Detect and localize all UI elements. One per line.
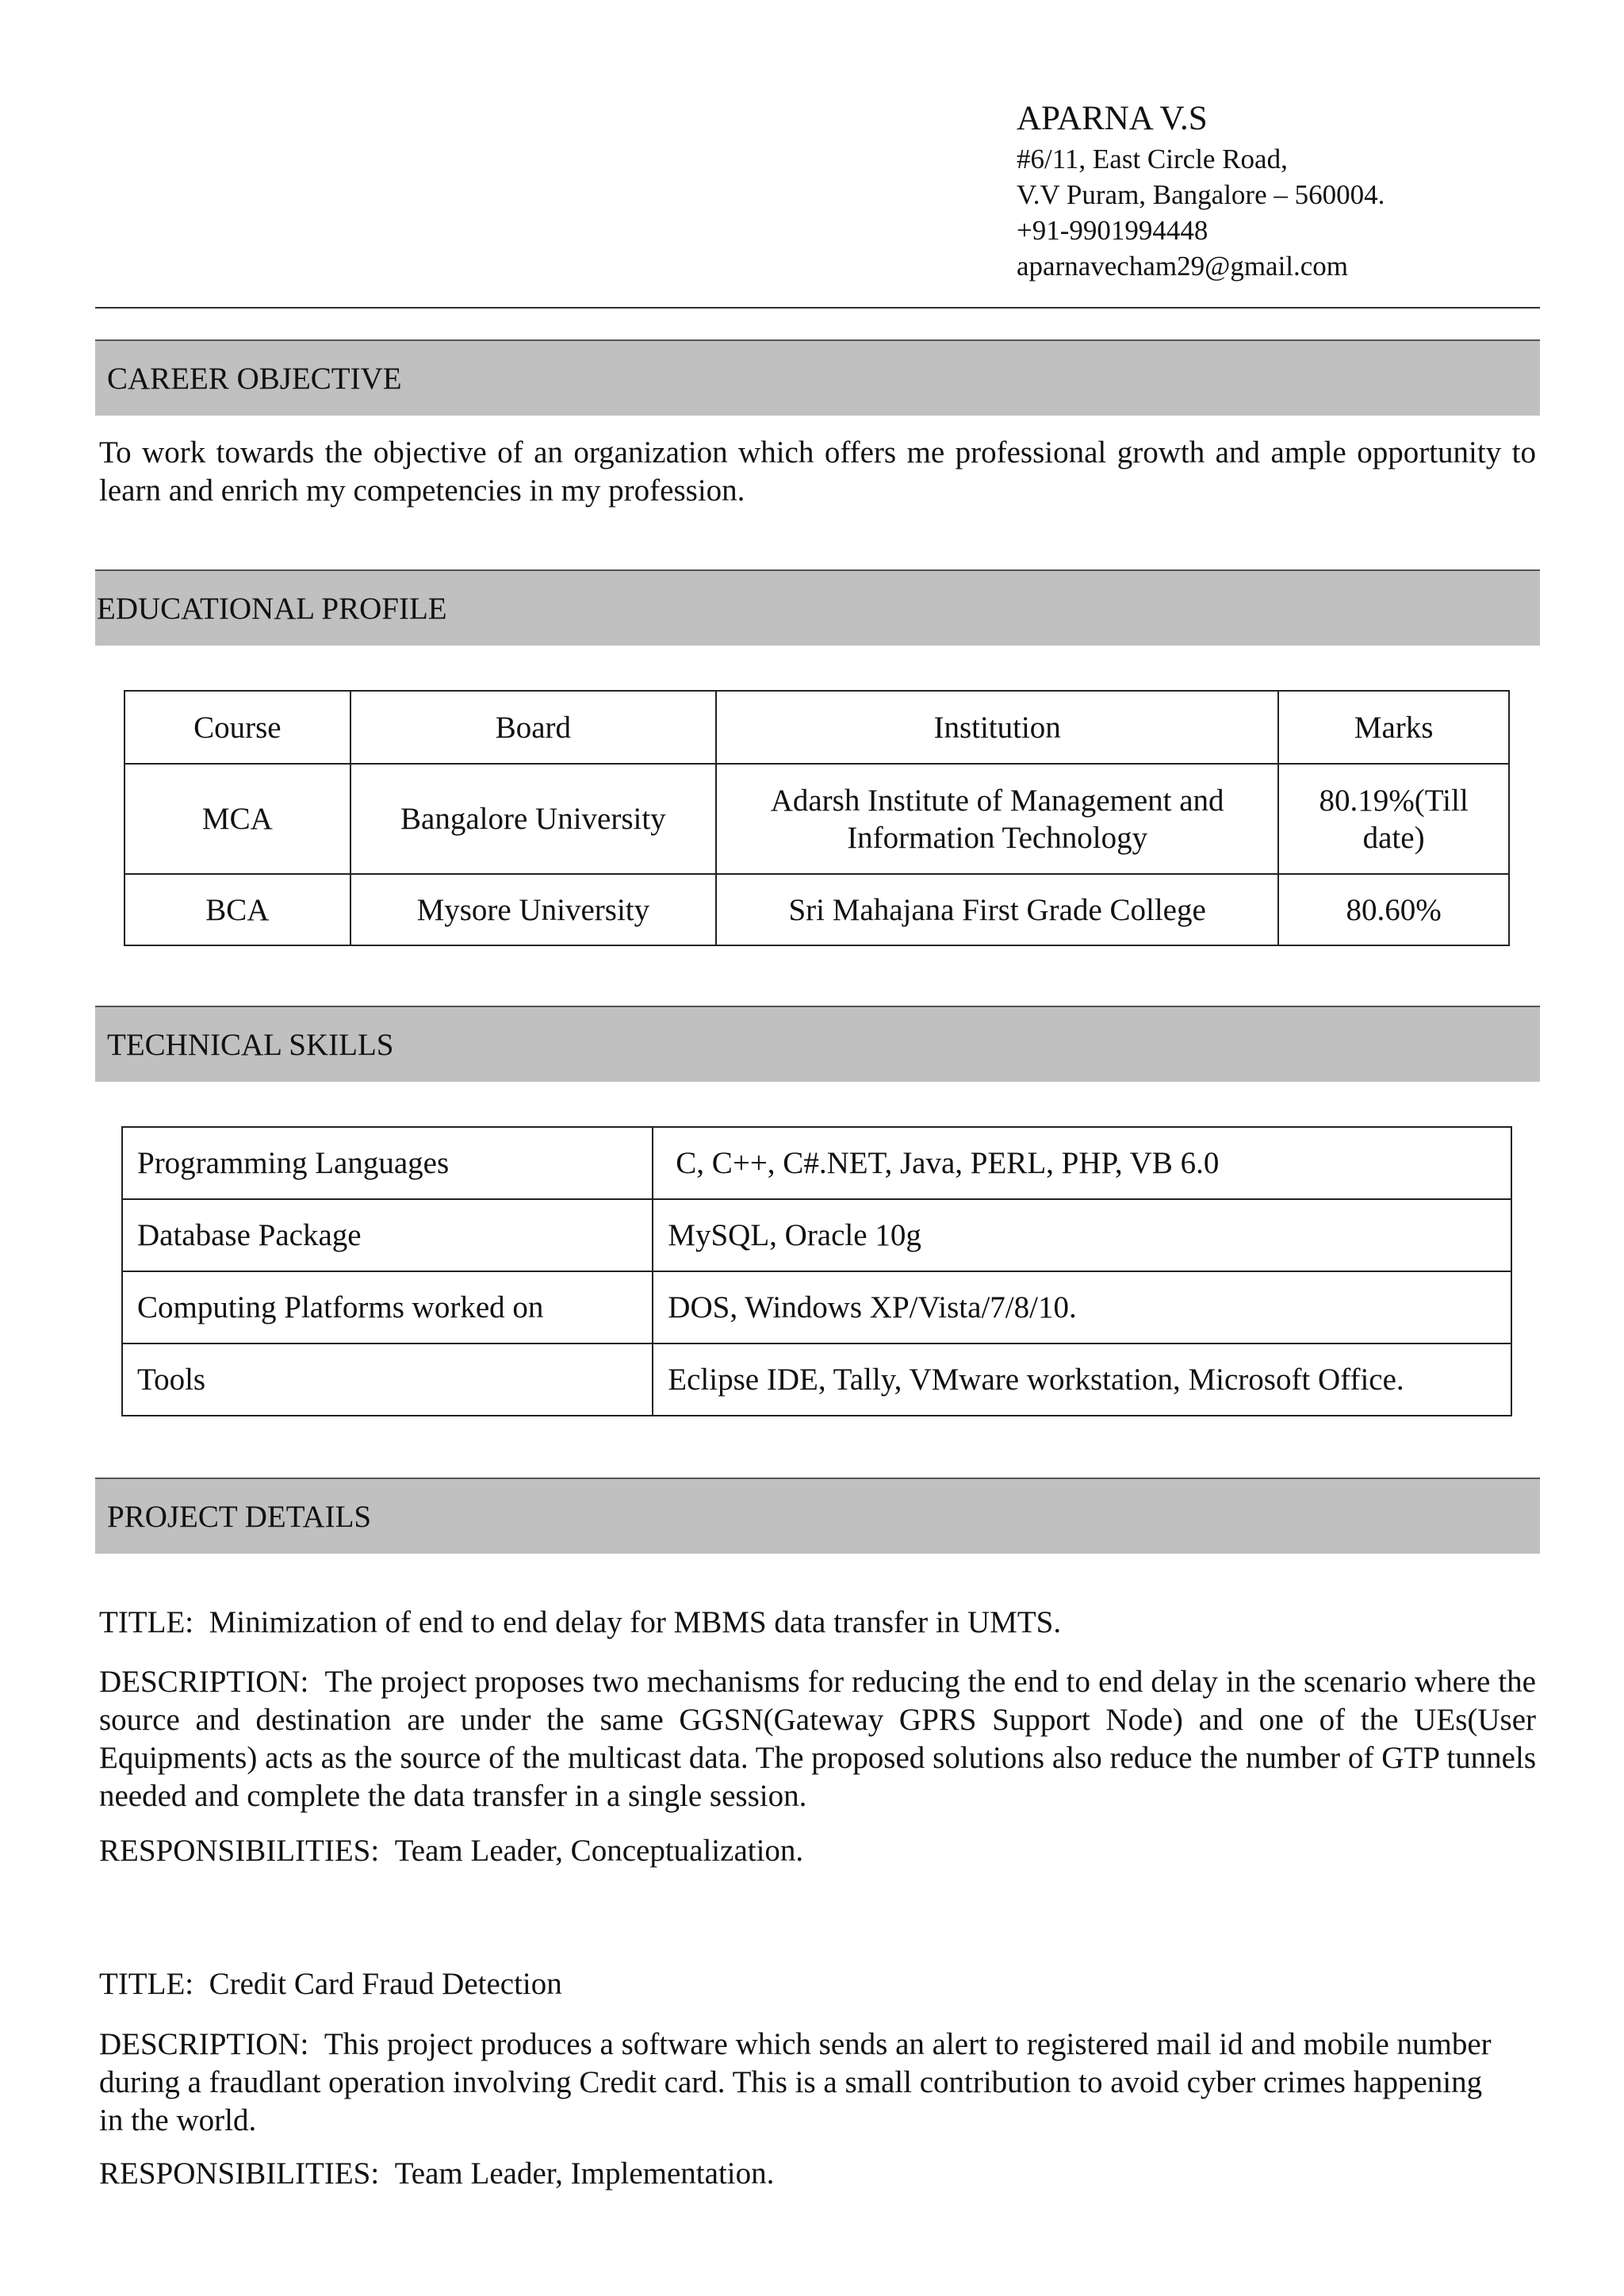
description-label: DESCRIPTION: [99,1665,309,1699]
candidate-name: APARNA V.S [1017,100,1208,137]
table-cell: Sri Mahajana First Grade College [716,874,1278,945]
education-table [124,690,1510,946]
project-2-title [99,1965,1536,2003]
description-label: DESCRIPTION: [99,2027,309,2061]
section-heading-career-objective [95,339,1540,416]
technical-skills-table [121,1126,1512,1416]
table-cell: MCA [124,764,350,874]
table-cell: 80.60% [1278,874,1509,945]
responsibilities-label: RESPONSIBILITIES: [99,2156,380,2191]
skill-values: Eclipse IDE, Tally, VMware workstation, Microsoft Office. [653,1343,1511,1416]
contact-block [1017,97,1385,284]
project-responsibilities: Team Leader, Conceptualization. [394,1834,804,1868]
project-1-title [99,1604,1536,1642]
section-heading-label: EDUCATIONAL PROFILE [97,591,447,626]
table-cell: BCA [124,874,350,945]
column-header: Marks [1278,691,1509,764]
skill-values: MySQL, Oracle 10g [653,1199,1511,1271]
section-heading-technical-skills [95,1006,1540,1082]
project-1-description [99,1663,1536,1815]
project-responsibilities: Team Leader, Implementation. [394,2156,775,2191]
table-cell: Adarsh Institute of Management and Information Technology [716,764,1278,874]
table-row [122,1271,1511,1343]
skill-values: DOS, Windows XP/Vista/7/8/10. [653,1271,1511,1343]
career-objective-text: To work towards the objective of an organization which offers me professional growth and ample opportunity to learn and enrich my competencies in my profession. [99,435,1536,508]
table-row [124,874,1509,945]
project-2-description [99,2026,1495,2140]
table-header-row [124,691,1509,764]
project-description: This project produces a software which sends an alert to registered mail id and mobile number during a fraudlant operation involving Credit card. This is a small contribution to avoid cyber crimes happening in the world. [99,2027,1492,2137]
phone-number: +91-9901994448 [1017,215,1208,246]
table-cell: 80.19%(Till date) [1278,764,1509,874]
column-header: Course [124,691,350,764]
table-cell: Mysore University [350,874,716,945]
table-row [124,764,1509,874]
skill-values: C, C++, C#.NET, Java, PERL, PHP, VB 6.0 [653,1127,1511,1199]
section-heading-label: PROJECT DETAILS [107,1499,372,1534]
table-row [122,1127,1511,1199]
section-heading-label: TECHNICAL SKILLS [107,1027,394,1062]
skill-category: Programming Languages [122,1127,653,1199]
project-description: The project proposes two mechanisms for reducing the end to end delay in the scenario where the source and destination are under the same GGSN(Gateway GPRS Support Node) and one of the UEs(User Equipments) acts as the source of the multicast data. The proposed solutions also reduce the number of GTP tunnels needed and complete the data transfer in a single session. [99,1665,1536,1813]
table-row [122,1343,1511,1416]
title-label: TITLE: [99,1605,194,1639]
skill-category: Computing Platforms worked on [122,1271,653,1343]
project-title: Minimization of end to end delay for MBMS data transfer in UMTS. [209,1605,1062,1639]
email-address: aparnavecham29@gmail.com [1017,251,1349,282]
section-heading-label: CAREER OBJECTIVE [107,361,402,396]
responsibilities-label: RESPONSIBILITIES: [99,1834,380,1868]
section-heading-educational-profile [95,569,1540,646]
column-header: Board [350,691,716,764]
table-row [122,1199,1511,1271]
title-label: TITLE: [99,1967,194,2001]
address-line-2: V.V Puram, Bangalore – 560004. [1017,179,1385,210]
address-line-1: #6/11, East Circle Road, [1017,144,1288,174]
skill-category: Database Package [122,1199,653,1271]
skill-category: Tools [122,1343,653,1416]
project-1-responsibilities [99,1832,1536,1870]
header-divider [95,307,1540,309]
project-2-responsibilities [99,2155,1536,2193]
column-header: Institution [716,691,1278,764]
project-title: Credit Card Fraud Detection [209,1967,562,2001]
table-cell: Bangalore University [350,764,716,874]
section-heading-project-details [95,1478,1540,1554]
